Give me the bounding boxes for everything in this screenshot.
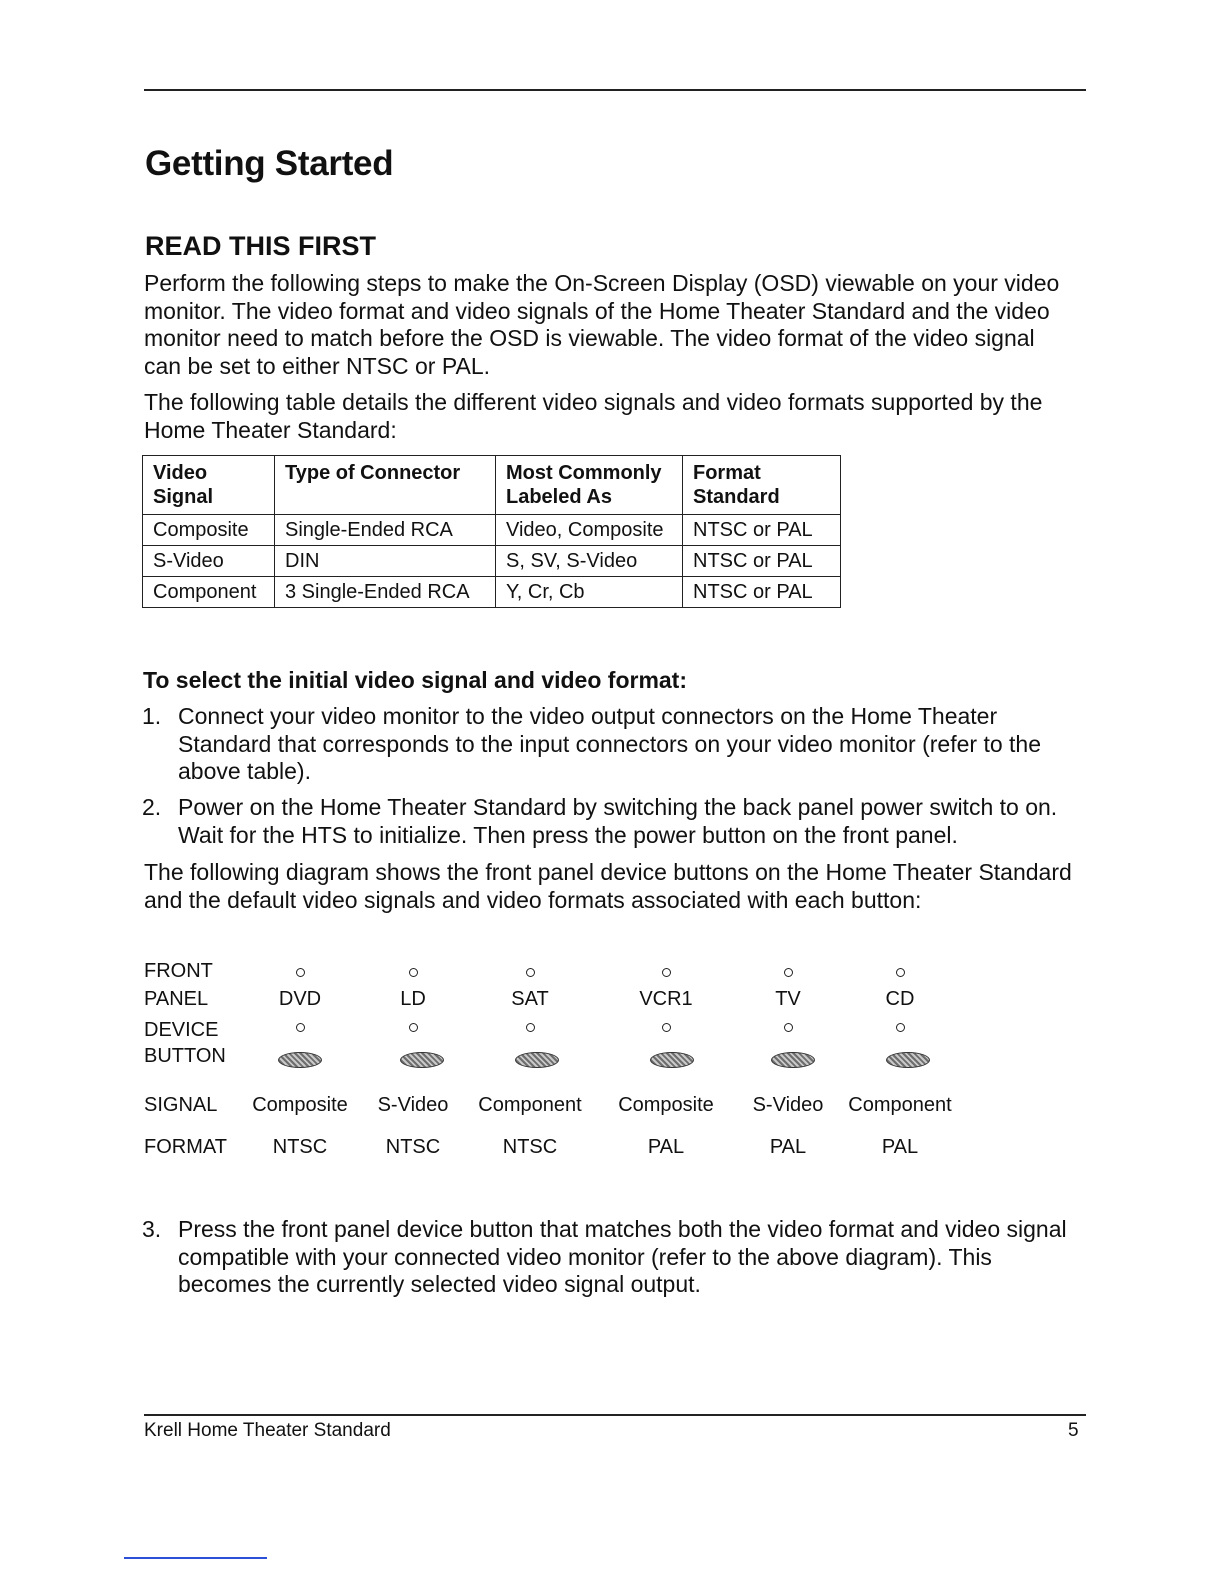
signal-value: Component <box>848 1094 952 1116</box>
indicator-led <box>296 1023 305 1032</box>
format-value: PAL <box>769 1136 807 1158</box>
procedure-heading: To select the initial video signal and video format: <box>143 667 688 693</box>
table-cell: Single-Ended RCA <box>275 515 496 546</box>
table-header-row <box>143 456 841 515</box>
step-text: Connect your video monitor to the video output connectors on the Home Theater Standard that corresponds to the input connectors on your video monitor (refer to the above table). <box>178 703 1041 784</box>
table-cell: Video, Composite <box>496 515 683 546</box>
intro-paragraph: Perform the following steps to make the On-Screen Display (OSD) viewable on your video monitor. The video format and video signals of the Home Theater Standard and the video monitor need to match before the OSD is viewable. The video format of the video signal can be set to either NTSC or PAL. <box>144 270 1060 379</box>
indicator-led <box>409 968 418 977</box>
signal-value: S-Video <box>752 1094 824 1116</box>
format-value: NTSC <box>502 1136 558 1158</box>
device-name: DVD <box>278 988 322 1010</box>
indicator-led <box>662 968 671 977</box>
table-row <box>143 546 841 577</box>
cd-device-button[interactable] <box>886 1052 930 1068</box>
footer-product-name: Krell Home Theater Standard <box>144 1420 391 1441</box>
section-heading: READ THIS FIRST <box>145 231 377 261</box>
table-cell: Composite <box>143 515 275 546</box>
table-cell: NTSC or PAL <box>683 546 841 577</box>
table-header-cell: Type of Connector <box>275 456 496 515</box>
bottom-decorative-line <box>124 1557 267 1559</box>
indicator-led <box>296 968 305 977</box>
ld-device-button[interactable] <box>400 1052 444 1068</box>
diagram-label-panel: PANEL <box>144 988 209 1010</box>
indicator-led <box>896 1023 905 1032</box>
table-cell: NTSC or PAL <box>683 577 841 608</box>
signal-value: Composite <box>618 1094 714 1116</box>
table-row <box>143 515 841 546</box>
step-number: 3. <box>142 1216 162 1242</box>
diagram-label-format: FORMAT <box>144 1136 227 1158</box>
device-name: CD <box>885 988 915 1010</box>
indicator-led <box>896 968 905 977</box>
footer-rule <box>144 1414 1086 1416</box>
table-cell: DIN <box>275 546 496 577</box>
format-value: NTSC <box>385 1136 441 1158</box>
step-item <box>142 1216 1072 1299</box>
page-number: 5 <box>1068 1420 1079 1441</box>
signal-value: Composite <box>252 1094 348 1116</box>
indicator-led <box>784 1023 793 1032</box>
signal-value: Component <box>478 1094 582 1116</box>
step-number: 2. <box>142 794 162 820</box>
diagram-label-button: BUTTON <box>144 1045 226 1067</box>
table-header-cell: Most Commonly Labeled As <box>496 456 683 515</box>
sat-device-button[interactable] <box>515 1052 559 1068</box>
device-name: VCR1 <box>639 988 693 1010</box>
tv-device-button[interactable] <box>771 1052 815 1068</box>
indicator-led <box>662 1023 671 1032</box>
table-cell: S, SV, S-Video <box>496 546 683 577</box>
diagram-label-front: FRONT <box>144 960 213 982</box>
step-text: Power on the Home Theater Standard by switching the back panel power switch to on. Wait for the HTS to initialize. Then press the power button on the front panel. <box>178 794 1058 848</box>
table-cell: NTSC or PAL <box>683 515 841 546</box>
table-header-cell: Format Standard <box>683 456 841 515</box>
table-cell: 3 Single-Ended RCA <box>275 577 496 608</box>
format-value: PAL <box>881 1136 919 1158</box>
table-cell: Y, Cr, Cb <box>496 577 683 608</box>
video-signal-table <box>142 455 841 608</box>
table-cell: S-Video <box>143 546 275 577</box>
page-title: Getting Started <box>145 144 394 183</box>
table-header-cell: Video Signal <box>143 456 275 515</box>
signal-value: S-Video <box>377 1094 449 1116</box>
step-item <box>142 703 1072 786</box>
diagram-label-device: DEVICE <box>144 1019 219 1041</box>
format-value: NTSC <box>272 1136 328 1158</box>
indicator-led <box>526 1023 535 1032</box>
diagram-intro: The following diagram shows the front panel device buttons on the Home Theater Standard and the default video signals and video formats associated with each button: <box>144 859 1072 913</box>
step-item <box>142 794 1072 849</box>
table-row <box>143 577 841 608</box>
device-name: TV <box>775 988 801 1010</box>
step-text: Press the front panel device button that matches both the video format and video signal compatible with your connected video monitor (refer to the above diagram). This becomes the currently selected video signal output. <box>178 1216 1067 1297</box>
vcr1-device-button[interactable] <box>650 1052 694 1068</box>
indicator-led <box>409 1023 418 1032</box>
step-number: 1. <box>142 703 162 729</box>
diagram-label-signal: SIGNAL <box>144 1094 218 1116</box>
dvd-device-button[interactable] <box>278 1052 322 1068</box>
table-intro: The following table details the different video signals and video formats supported by the Home Theater Standard: <box>144 389 1043 443</box>
device-name: LD <box>400 988 426 1010</box>
table-cell: Component <box>143 577 275 608</box>
indicator-led <box>526 968 535 977</box>
indicator-led <box>784 968 793 977</box>
format-value: PAL <box>647 1136 685 1158</box>
device-name: SAT <box>511 988 549 1010</box>
top-rule <box>144 89 1086 91</box>
